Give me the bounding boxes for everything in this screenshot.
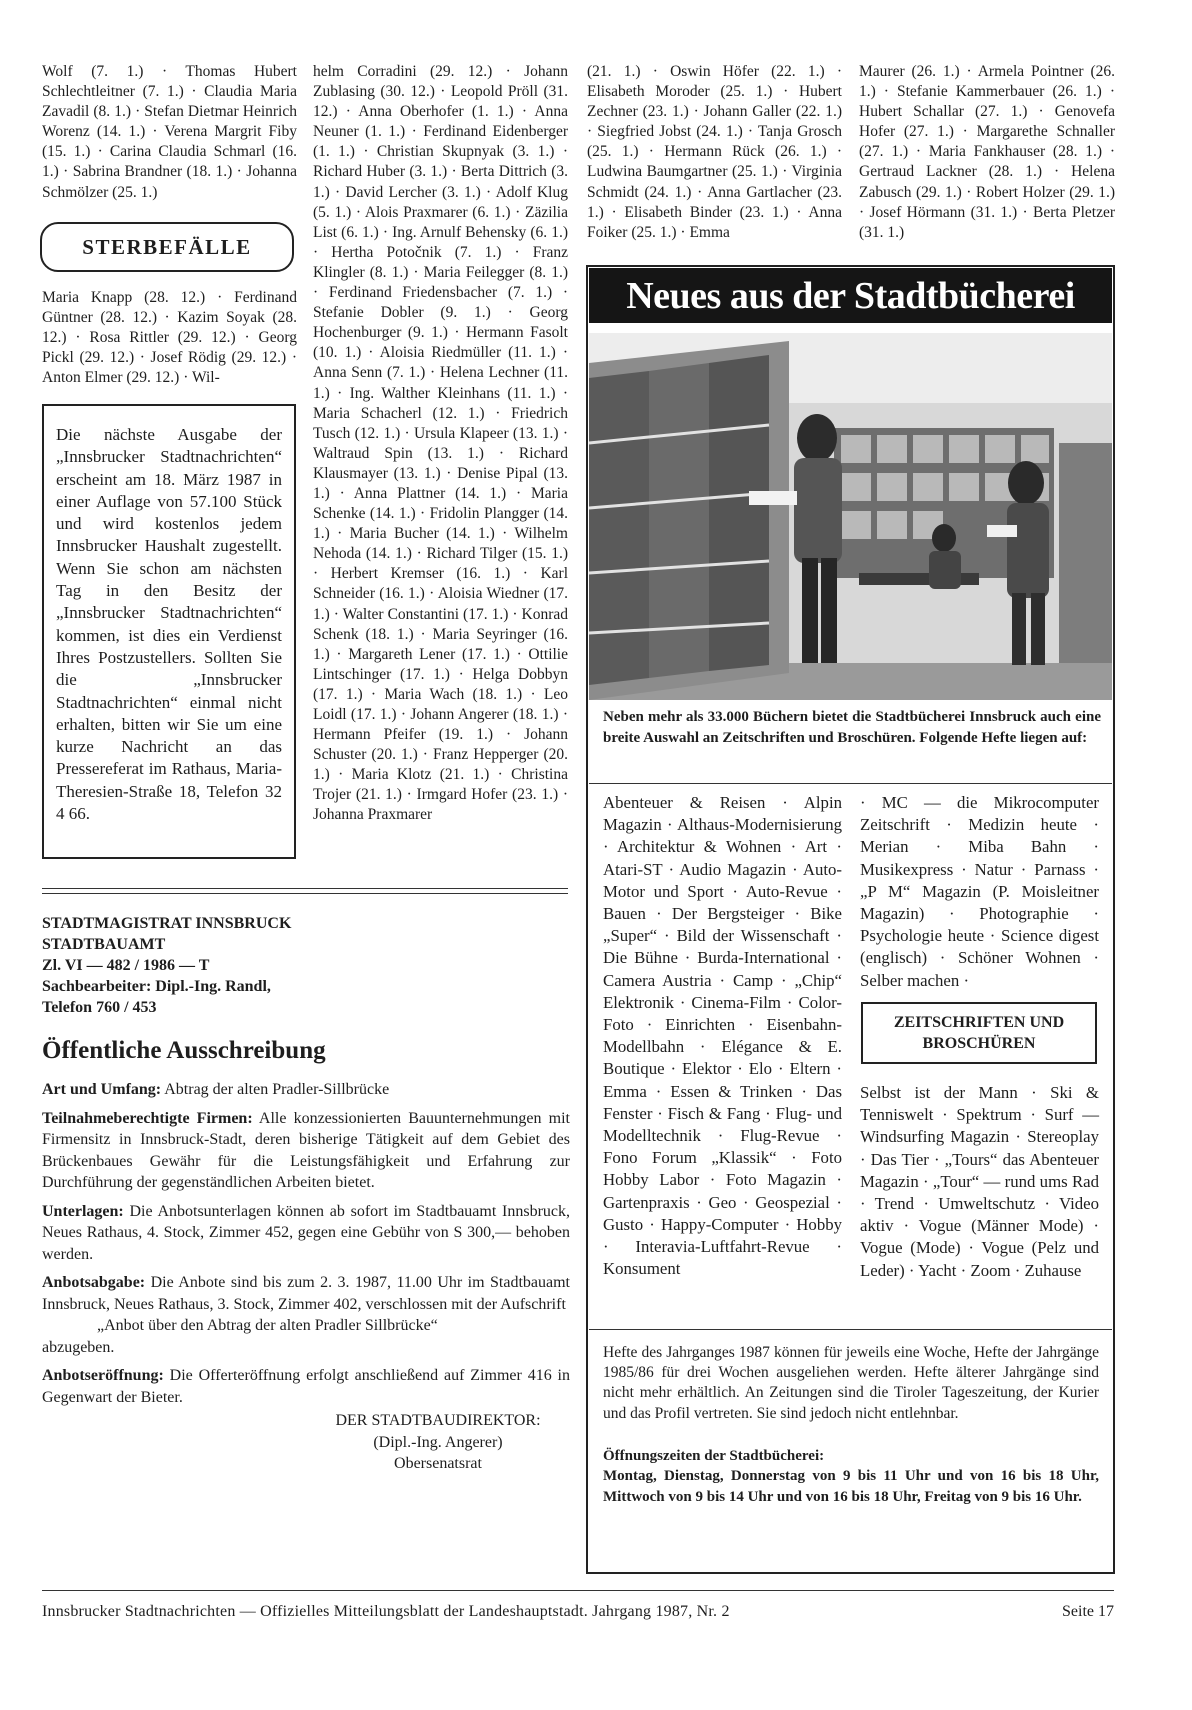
tender-section (42, 1201, 570, 1266)
divider (42, 893, 568, 894)
library-photo (589, 333, 1112, 700)
tender-opening-label: Anbotseröffnung: (42, 1367, 164, 1384)
tender-quote: „Anbot über den Abtrag der alten Pradler Sillbrücke“ (97, 1317, 438, 1334)
lending-divider (589, 1329, 1112, 1330)
caption-divider (589, 783, 1112, 784)
tender-title: Öffentliche Ausschreibung (42, 1037, 326, 1064)
tender-body (42, 1079, 570, 1408)
tender-org-line: Sachbearbeiter: Dipl.-Ing. Randl, (42, 978, 271, 995)
lending-info: Hefte des Jahrganges 1987 können für jeweils eine Woche, Hefte der Jahrgänge 1985/86 für drei Wochen ausgeliehen werden. Hefte älterer Jahrgänge sind nicht mehr erhältlich. An Zeitungen sind die Tiroler Tageszeitung, der Kurier und das Profil vertreten. Sie sind jedoch nicht entlehnbar. (603, 1344, 1099, 1422)
zeitschriften-box-title: ZEITSCHRIFTEN UND BROSCHÜREN (893, 1014, 1065, 1052)
signature-line: (Dipl.-Ing. Angerer) (373, 1433, 503, 1451)
tender-section-text: Alle konzessionierten Bauunternehmungen mit Firmensitz in Innsbruck-Stadt, deren bisherige Tätigkeit auf dem Gebiet des Brückenbaues Gewähr für die Leistungsfähigkeit und Erfahrung zur Durchführung der gegenständlichen Arbeiten bietet. (42, 1109, 571, 1191)
tender-signature (314, 1410, 562, 1475)
signature-line: Obersenatsrat (394, 1455, 482, 1472)
signature-line: DER STADTBAUDIREKTOR: (335, 1412, 541, 1429)
library-box (586, 265, 1115, 1574)
sterbefaelle-heading-box (40, 222, 294, 272)
tender-org-line: STADTBAUAMT (42, 936, 166, 953)
opening-hours-text: Montag, Dienstag, Donnerstag von 9 bis 11 Uhr und von 16 bis 18 Uhr, Mittwoch von 9 bis 14 Uhr und von 16 bis 18 Uhr, Freitag von 9 bis 16 Uhr. (603, 1468, 1099, 1505)
sterbefaelle-list: Maria Knapp (28. 12.) · Ferdinand Güntner (28. 12.) · Kazim Soyak (28. 12.) · Rosa Rittler (29. 12.) · Georg Pickl (29. 12.) · Josef Rödig (29. 12.) · Anton Elmer (29. 12.) · Wil- (42, 289, 297, 387)
tender-section-label: Teilnahmeberechtigte Firmen: (42, 1109, 253, 1127)
tender-section-label: Unterlagen: (42, 1202, 124, 1220)
divider (42, 888, 568, 889)
tender-opening-text: Die Offerteröffnung erfolgt anschließend auf Zimmer 416 in Gegenwart der Bieter. (42, 1367, 570, 1406)
library-title-bar (589, 268, 1112, 323)
footer-publication: Innsbrucker Stadtnachrichten — Offizielles Mitteilungsblatt der Landeshauptstadt. Jahrgang 1987, Nr. 2 (42, 1603, 730, 1620)
opening-hours (603, 1446, 1099, 1507)
tender-org-line: Telefon 760 / 453 (42, 999, 157, 1016)
tender-section-label: Art und Umfang: (42, 1081, 162, 1098)
tender-section-text: Die Anbote sind bis zum 2. 3. 1987, 11.00 Uhr im Stadtbauamt Innsbruck, Neues Rathaus, 3. Stock, Zimmer 402, verschlossen mit der Aufschrift (42, 1274, 570, 1313)
tender-section-text: Die Anbotsunterlagen können ab sofort im Stadtbauamt Innsbruck, Neues Rathaus, 4. Stock, Zimmer 452, gegen eine Gebühr von S 300,— behoben werden. (42, 1202, 570, 1263)
tender-section (42, 1079, 570, 1101)
public-tender (42, 913, 570, 1475)
magazine-list-column-2a: · MC — die Mikrocomputer Zeitschrift · Medizin heute · Merian · Miba Bahn · Musikexpress · Natur · Parnass · „P M“ Magazin (P. Moisleitner Magazin) · Photographie · Psychologie heute · Science digest (englisch) · Schöner Wohnen · Selber machen · (860, 793, 1099, 990)
births-column-4: Maurer (26. 1.) · Armela Pointner (26. 1.) · Stefanie Kammerbauer (26. 1.) · Hubert Schallar (27. 1.) · Genovefa Hofer (27. 1.) · Margarethe Schnaller (27. 1.) · Maria Fankhauser (28. 1.) · Gertraud Lackner (28. 1.) · Helena Zabusch (29. 1.) · Robert Holzer (29. 1.) · Josef Hörmann (31. 1.) · Berta Pletzer (31. 1.) (859, 63, 1115, 241)
tender-section (42, 1108, 570, 1194)
tender-section-label: Anbotsabgabe: (42, 1274, 146, 1291)
deaths-column-2: helm Corradini (29. 12.) · Johann Zublasing (30. 12.) · Leopold Pröll (31. 12.) · Anna Oberhofer (1. 1.) · Anna Neuner (1. 1.) · Ferdinand Eidenberger (1. 1.) · Christian Skupnyak (3. 1.) · Richard Huber (3. 1.) · Berta Dittrich (3. 1.) · David Lercher (3. 1.) · Adolf Klug (5. 1.) · Alois Praxmarer (6. 1.) · Zäzilia List (6. 1.) · Ing. Arnulf Behensky (6. 1.) · Hertha Potočnik (7. 1.) · Franz Klingler (8. 1.) · Maria Feilegger (8. 1.) · Ferdinand Friedensbacher (7. 1.) · Stefanie Dobler (9. 1.) · Georg Hochenburger (9. 1.) · Hermann Fasolt (10. 1.) · Aloisia Riedmüller (11. 1.) · Anna Senn (7. 1.) · Helena Lechner (11. 1.) · Ing. Walther Kleinhans (11. 1.) · Maria Schacherl (12. 1.) · Friedrich Tusch (12. 1.) · Ursula Klapeer (13. 1.) · Waltraud Spin (13. 1.) · Richard Klausmayer (13. 1.) · Denise Pipal (13. 1.) · Anna Plattner (14. 1.) · Maria Schenke (14. 1.) · Fridolin Plangger (14. 1.) · Maria Bucher (14. 1.) · Wilhelm Nehoda (14. 1.) · Richard Tilger (15. 1.) · Herbert Kremser (16. 1.) · Karl Schneider (16. 1.) · Aloisia Wiedner (17. 1.) · Walter Constantini (17. 1.) · Konrad Schenk (18. 1.) · Maria Seyringer (16. 1.) · Margareth Lener (17. 1.) · Ottilie Lintschinger (17. 1.) · Helga Dobbyn (17. 1.) · Maria Wach (18. 1.) · Leo Loidl (17. 1.) · Johann Angerer (18. 1.) · Hermann Pfeifer (19. 1.) · Johann Schuster (20. 1.) · Franz Hepperger (20. 1.) · Maria Klotz (21. 1.) · Christina Trojer (21. 1.) · Irmgard Hofer (23. 1.) · Johanna Praxmarer (313, 63, 568, 824)
next-issue-notice (42, 404, 296, 859)
tender-org-line: STADTMAGISTRAT INNSBRUCK (42, 915, 292, 932)
notice-text: Die nächste Ausgabe der „Innsbrucker Stadtnachrichten“ erscheint am 18. März 1987 in einer Auflage von 57.100 Stück und wird kostenlos jedem Innsbrucker Haushalt zugestellt. Wenn Sie schon am nächsten Tag in den Besitz der „Innsbrucker Stadtnachrichten“ kommen, ist dies ein Verdienst Ihres Postzustellers. Sollten Sie die „Innsbrucker Stadtnachrichten“ einmal nicht erhalten, bitten wir Sie um eine kurze Nachricht an das Pressereferat im Rathaus, Maria-Theresien-Straße 18, Telefon 32 4 66. (56, 425, 282, 824)
magazine-list-column-2b: Selbst ist der Mann · Ski & Tenniswelt · Spektrum · Surf — Windsurfing Magazin · Stereoplay · Das Tier · „Tours“ das Abenteuer Magazin · „Tour“ — rund ums Rad · Trend · Umweltschutz · Video aktiv · Vogue (Männer Mode) · Vogue (Mode) · Vogue (Pelz und Leder) · Yacht · Zoom · Zuhause (860, 1083, 1099, 1280)
library-caption: Neben mehr als 33.000 Büchern bietet die Stadtbücherei Innsbruck auch eine breite Auswahl an Zeitschriften und Broschüren. Folgende Hefte liegen auf: (603, 709, 1101, 746)
sterbefaelle-heading: STERBEFÄLLE (82, 234, 252, 259)
tender-org-line: Zl. VI — 482 / 1986 — T (42, 957, 210, 974)
births-column-3: (21. 1.) · Oswin Höfer (22. 1.) · Elisabeth Moroder (25. 1.) · Hubert Zechner (23. 1.) · Johann Galler (22. 1.) · Siegfried Jobst (24. 1.) · Tanja Grosch (25. 1.) · Hermann Rück (26. 1.) · Ludwina Baumgartner (25. 1.) · Virginia Schmidt (24. 1.) · Anna Gartlacher (23. 1.) · Elisabeth Binder (23. 1.) · Anna Foiker (25. 1.) · Emma (587, 63, 842, 241)
footer-rule (42, 1590, 1114, 1591)
opening-hours-title: Öffnungszeiten der Stadtbücherei: (603, 1448, 825, 1464)
births-column-1: Wolf (7. 1.) · Thomas Hubert Schlechtleitner (7. 1.) · Claudia Maria Zavadil (8. 1.) · Stefan Dietmar Heinrich Worenz (14. 1.) · Verena Margrit Fiby (15. 1.) · Carina Claudia Schmarl (16. 1.) · Sabrina Brandner (18. 1.) · Johanna Schmölzer (25. 1.) (42, 63, 297, 201)
library-title: Neues aus der Stadtbücherei (626, 274, 1075, 317)
tender-section-text: Abtrag der alten Pradler-Sillbrücke (161, 1081, 390, 1098)
tender-section (42, 1365, 570, 1408)
page-number: Seite 17 (1062, 1603, 1114, 1620)
tender-after-quote: abzugeben. (42, 1338, 115, 1356)
tender-org-block (42, 913, 570, 1018)
tender-section (42, 1272, 570, 1315)
zeitschriften-box (861, 1002, 1097, 1064)
magazine-list-column-1: Abenteuer & Reisen · Alpin Magazin · Althaus-Modernisierung · Architektur & Wohnen · Art · Atari-ST · Audio Magazin · Auto-Motor und Sport · Auto-Revue · Bauen · Der Bergsteiger · Bike „Super“ · Bild der Wissenschaft · Die Bühne · Burda-International · Camera Austria · Camp · „Chip“ Elektronik · Cinema-Film · Color-Foto · Einrichten · Eisenbahn-Modellbahn · Elégance & E. Boutique · Elektor · Elo · Eltern · Emma · Essen & Trinken · Das Fenster · Fisch & Fang · Flug- und Modelltechnik · Flug-Revue · Fono Forum „Klassik“ · Foto Hobby Labor · Foto Magazin · Gartenpraxis · Geo · Geospezial · Gusto · Happy-Computer · Hobby · Interavia-Luftfahrt-Revue · Konsument (603, 793, 842, 1279)
